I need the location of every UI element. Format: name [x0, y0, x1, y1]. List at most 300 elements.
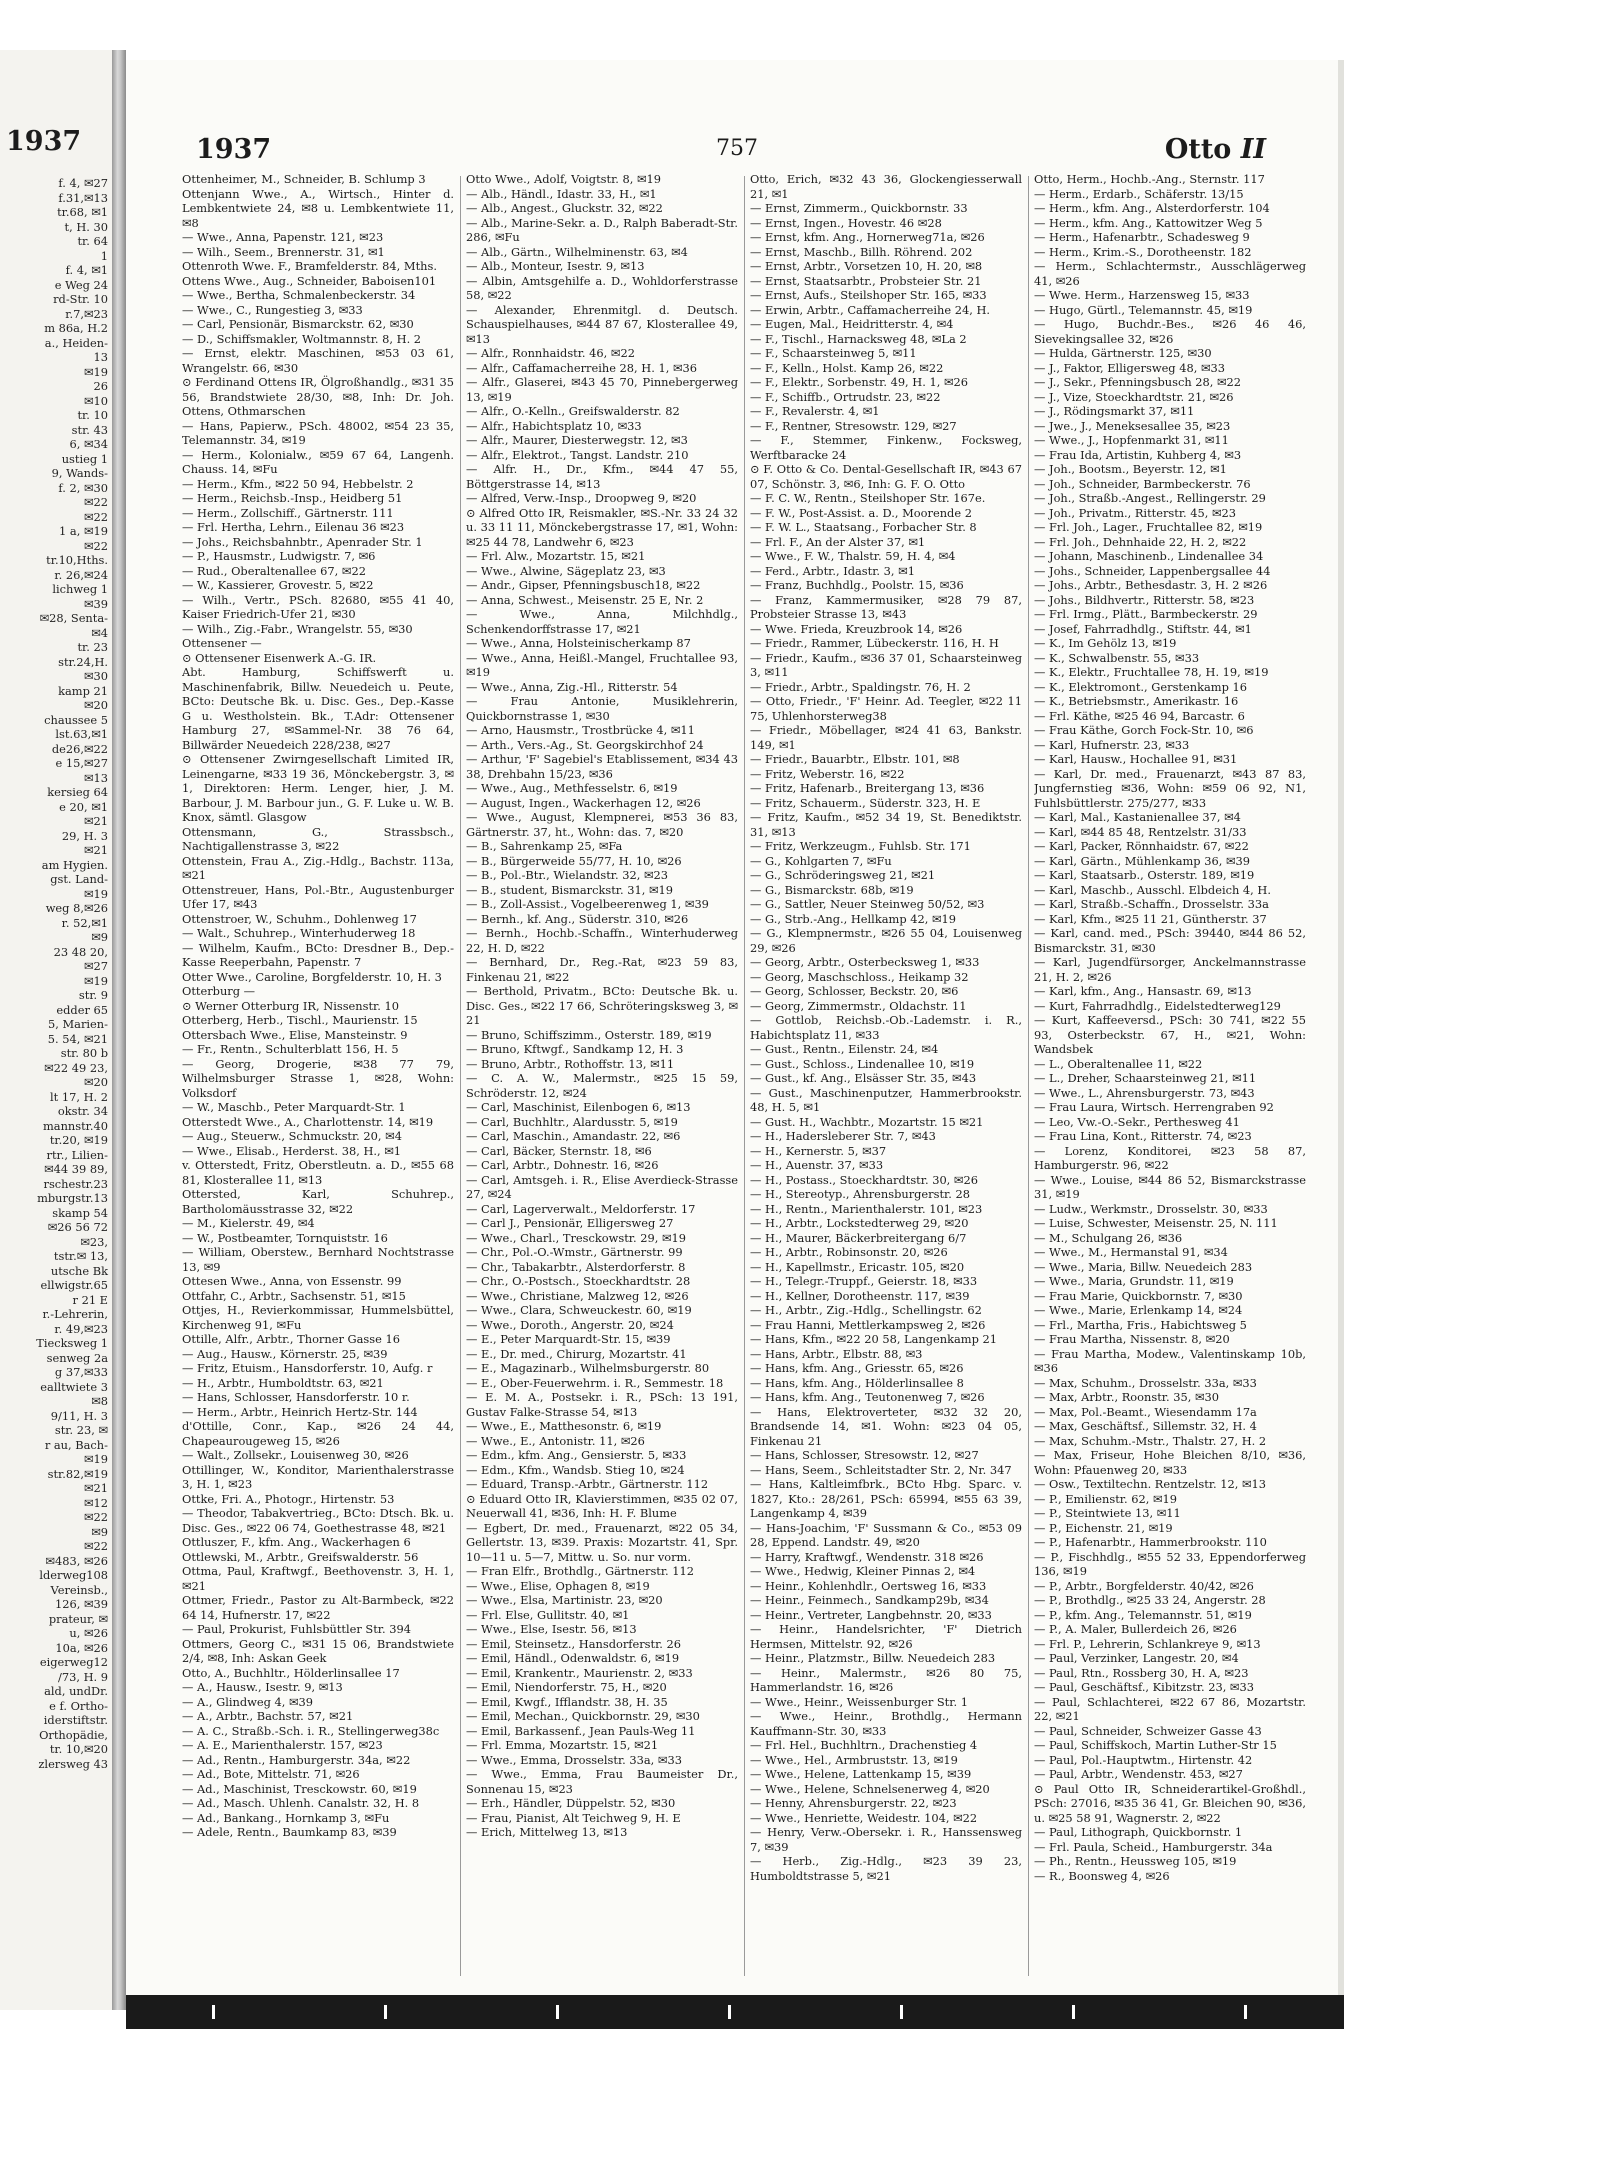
directory-entry: — Carl, Pensionär, Bismarckstr. 62, ✉30	[182, 317, 414, 331]
directory-entry: — G., Sattler, Neuer Steinweg 50/52, ✉3	[750, 897, 985, 911]
directory-entry: — Jwe., J., Meneksesallee 35, ✉23	[1034, 418, 1231, 433]
directory-entry: — Alb., Monteur, Isestr. 9, ✉13	[466, 259, 645, 273]
directory-entry: — Karl, Gärtn., Mühlenkamp 36, ✉39	[1034, 853, 1250, 868]
directory-entry: Ottensener —	[182, 636, 262, 650]
previous-page-line: ✉19	[83, 364, 108, 379]
directory-entry: — Karl, ✉44 85 48, Rentzelstr. 31/33	[1034, 824, 1247, 839]
previous-page-line: lichweg 1	[52, 582, 108, 596]
directory-entry: — Paul, Schneider, Schweizer Gasse 43	[1034, 1723, 1262, 1738]
directory-entry: Otto, Herm., Hochb.-Ang., Sternstr. 117	[1034, 172, 1265, 186]
previous-page-line: ✉20	[83, 1075, 108, 1089]
directory-entry: — L., Oberaltenallee 11, ✉22	[1034, 1056, 1203, 1071]
directory-entry: Abt. Hamburg, Schiffswerft u. Maschinenfabrik, Billw. Neuedeich u. Peute, BCto: Deutsche Bk. u. Disc. Ges., Dep.-Kasse G u. Westholstein. Bk., T.Adr: Ottensener Hamburg 27, ✉Sammel-Nr. 38 76 64, Billwärder Neuedeich 228/238, ✉27	[182, 665, 454, 752]
directory-entry: — Hans, Arbtr., Elbstr. 88, ✉3	[750, 1346, 923, 1361]
column-3	[750, 172, 1022, 2002]
directory-entry: — Georg, Schlosser, Beckstr. 20, ✉6	[750, 984, 959, 998]
directory-entry: — Otto, Friedr., 'F' Heinr. Ad. Teegler, ✉22 11 75, Uhlenhorsterweg38	[750, 694, 1022, 723]
directory-entry: — Ad., Bote, Mittelstr. 71, ✉26	[182, 1767, 360, 1781]
previous-page-line: de26,✉22	[51, 741, 108, 756]
previous-page-line: ✉27	[83, 959, 108, 973]
directory-entry: — Erwin, Arbtr., Caffamacherreihe 24, H.	[750, 302, 991, 317]
directory-entry: — Max, Geschäftsf., Sillemstr. 32, H. 4	[1034, 1419, 1257, 1433]
directory-entry: — Friedr., Kaufm., ✉36 37 01, Schaarsteinweg 3, ✉11	[750, 650, 1022, 679]
directory-entry: — Heinr., Feinmech., Sandkamp29b, ✉34	[750, 1593, 989, 1607]
previous-page-line: ✉13	[83, 770, 108, 785]
directory-entry: — Joh., Bootsm., Beyerstr. 12, ✉1	[1034, 462, 1227, 476]
scan-mark	[728, 2005, 731, 2019]
directory-page	[126, 60, 1338, 1995]
directory-entry: — B., student, Bismarckstr. 31, ✉19	[466, 882, 673, 897]
directory-entry: — Frau Martha, Nissenstr. 8, ✉20	[1034, 1332, 1230, 1346]
directory-entry: — Bruno, Schiffszimm., Osterstr. 189, ✉19	[466, 1027, 712, 1042]
directory-entry: — Johann, Maschinenb., Lindenallee 34	[1034, 549, 1264, 563]
directory-entry: — Bernh., Hochb.-Schaffn., Winterhuderweg 22, H. D, ✉22	[466, 926, 738, 955]
directory-entry: — Frl. P., Lehrerin, Schlankreye 9, ✉13	[1034, 1636, 1261, 1651]
directory-entry: — Ernst, Arbtr., Vorsetzen 10, H. 20, ✉8	[750, 259, 983, 273]
directory-entry: — Wwe., Heinr., Brothdlg., Hermann Kauffmann-Str. 30, ✉33	[750, 1709, 1022, 1738]
book-gutter	[112, 50, 126, 2010]
directory-entry: — Alfr., Habichtsplatz 10, ✉33	[466, 418, 642, 433]
directory-entry: ⊙ Ferdinand Ottens IR, Ölgroßhandlg., ✉31 35 56, Brandstwiete 28/30, ✉8, Inh: Dr. Joh. Ottens, Othmarschen	[182, 375, 454, 418]
directory-entry: — Wwe., Helene, Schnelsenerweg 4, ✉20	[750, 1781, 990, 1796]
directory-entry: — Wwe., L., Ahrensburgerstr. 73, ✉43	[1034, 1085, 1255, 1100]
directory-entry: — E., Ober-Feuerwehrm. i. R., Semmestr. 18	[466, 1375, 724, 1390]
directory-entry: — P., kfm. Ang., Telemannstr. 51, ✉19	[1034, 1607, 1252, 1622]
directory-entry: — H., Maurer, Bäckerbreitergang 6/7	[750, 1230, 967, 1245]
directory-entry: — Frau Laura, Wirtsch. Herrengraben 92	[1034, 1100, 1274, 1114]
directory-entry: — Max, Friseur, Hohe Bleichen 8/10, ✉36, Wohn: Pfauenweg 20, ✉33	[1034, 1448, 1306, 1477]
directory-entry: — Georg, Maschschloss., Heikamp 32	[750, 969, 969, 984]
directory-entry: — Gust., Rentn., Eilenstr. 24, ✉4	[750, 1042, 939, 1056]
directory-entry: — Kurt, Fahrradhdlg., Eidelstedterweg129	[1034, 998, 1281, 1013]
directory-entry: — Paul, Verzinker, Langestr. 20, ✉4	[1034, 1651, 1239, 1665]
previous-page-line: tr. 10,✉20	[49, 1742, 108, 1756]
directory-entry: — Wwe., Hel., Armbruststr. 13, ✉19	[750, 1752, 958, 1767]
directory-entry: — Chr., Pol.-O.-Wmstr., Gärtnerstr. 99	[466, 1245, 683, 1259]
directory-entry: — Wwe., Marie, Erlenkamp 14, ✉24	[1034, 1303, 1243, 1317]
directory-entry: — A., Glindweg 4, ✉39	[182, 1694, 314, 1709]
directory-entry: — Adele, Rentn., Baumkamp 83, ✉39	[182, 1825, 397, 1839]
directory-entry: — Wwe., Maria, Billw. Neuedeich 283	[1034, 1259, 1253, 1274]
directory-entry: Ottmer, Friedr., Pastor zu Alt-Barmbeck, ✉22 64 14, Hufnerstr. 17, ✉22	[182, 1593, 454, 1622]
directory-entry: — F., Rentner, Stresowstr. 129, ✉27	[750, 418, 957, 433]
directory-entry: — Max, Schuhm., Drosselstr. 33a, ✉33	[1034, 1375, 1257, 1390]
directory-entry: — K., Betriebsmstr., Amerikastr. 16	[1034, 694, 1239, 708]
directory-entry: — Wwe., Aug., Methfesselstr. 6, ✉19	[466, 781, 678, 795]
previous-page-line: ✉21	[83, 1481, 108, 1495]
directory-entry: — Herm., Arbtr., Heinrich Hertz-Str. 144	[182, 1404, 418, 1419]
directory-entry: — William, Oberstew., Bernhard Nochtstrasse 13, ✉9	[182, 1245, 454, 1274]
directory-entry: — Theodor, Tabakvertrieg., BCto: Dtsch. Bk. u. Disc. Ges., ✉22 06 74, Goethestrasse 48, ✉21	[182, 1506, 454, 1535]
directory-entry: — Henry, Verw.-Obersekr. i. R., Hanssensweg 7, ✉39	[750, 1825, 1022, 1854]
previous-page-line: e 20, ✉1	[59, 799, 108, 814]
directory-entry: — Lorenz, Konditorei, ✉23 58 87, Hamburgerstr. 96, ✉22	[1034, 1143, 1306, 1172]
directory-entry: Ottenjann Wwe., A., Wirtsch., Hinter d. Lembkentwiete 24, ✉8 u. Lembkentwiete 11, ✉8	[182, 186, 454, 230]
directory-entry: — Frau Martha, Modew., Valentinskamp 10b, ✉36	[1034, 1346, 1306, 1375]
directory-entry: — P., Eichenstr. 21, ✉19	[1034, 1520, 1173, 1535]
previous-page-line: 5. 54, ✉21	[47, 1031, 108, 1046]
directory-entry: — Frau Antonie, Musiklehrerin, Quickbornstrasse 1, ✉30	[466, 694, 738, 723]
directory-entry: — Franz, Kammermusiker, ✉28 79 87, Probsteier Strasse 13, ✉43	[750, 592, 1022, 621]
previous-page-edge	[0, 50, 113, 2010]
previous-page-line: kamp 21	[58, 683, 108, 698]
directory-entry: — W., Maschb., Peter Marquardt-Str. 1	[182, 1100, 406, 1114]
directory-entry: — Hans, kfm. Ang., Griesstr. 65, ✉26	[750, 1361, 964, 1375]
directory-entry: — Frau Ida, Artistin, Kuhberg 4, ✉3	[1034, 447, 1242, 462]
directory-entry: — Alb., Händl., Idastr. 33, H., ✉1	[466, 186, 657, 201]
directory-entry: — Paul, Pol.-Hauptwtm., Hirtenstr. 42	[1034, 1752, 1253, 1767]
directory-columns	[182, 172, 1306, 2002]
directory-entry: Ottersted, Karl, Schuhrep., Bartholomäusstrasse 32, ✉22	[182, 1187, 454, 1216]
directory-entry: — K., Im Gehölz 13, ✉19	[1034, 636, 1177, 650]
directory-entry: — J., Rödingsmarkt 37, ✉11	[1034, 404, 1195, 418]
directory-entry: — Edm., kfm. Ang., Gensierstr. 5, ✉33	[466, 1448, 687, 1462]
directory-entry: v. Otterstedt, Fritz, Oberstleutn. a. D., ✉55 68 81, Klosterallee 11, ✉13	[182, 1158, 454, 1187]
directory-entry: — Emil, Barkassenf., Jean Pauls-Weg 11	[466, 1723, 696, 1738]
previous-page-line: ellwigstr.65	[40, 1278, 108, 1292]
directory-entry: — P., Brothdlg., ✉25 33 24, Angerstr. 28	[1034, 1593, 1266, 1607]
directory-entry: — Herm., Reichsb.-Insp., Heidberg 51	[182, 491, 403, 505]
directory-entry: — Gust., Maschinenputzer, Hammerbrookstr. 48, H. 5, ✉1	[750, 1085, 1022, 1114]
directory-entry: — Herm., Hafenarbtr., Schadesweg 9	[1034, 230, 1250, 244]
directory-entry: Otto Wwe., Adolf, Voigtstr. 8, ✉19	[466, 172, 662, 186]
directory-entry: — Osw., Textiltechn. Rentzelstr. 12, ✉13	[1034, 1477, 1267, 1491]
directory-entry: — Friedr., Möbellager, ✉24 41 63, Bankstr. 149, ✉1	[750, 723, 1022, 752]
directory-entry: Ottmers, Georg C., ✉31 15 06, Brandstwiete 2/4, ✉8, Inh: Askan Geek	[182, 1636, 454, 1665]
previous-page-line: ✉20	[83, 698, 108, 712]
directory-entry: — Ad., Maschinist, Tresckowstr. 60, ✉19	[182, 1781, 417, 1796]
previous-page-line: 10a, ✉26	[55, 1640, 108, 1655]
directory-entry: — Paul, Arbtr., Wendenstr. 453, ✉27	[1034, 1767, 1243, 1781]
previous-page-line: ✉26 56 72	[47, 1220, 108, 1234]
directory-entry: — Hans, Schlosser, Stresowstr. 12, ✉27	[750, 1448, 979, 1462]
directory-entry: — Fritz, Kaufm., ✉52 34 19, St. Benediktstr. 31, ✉13	[750, 810, 1022, 839]
directory-entry: — Friedr., Arbtr., Spaldingstr. 76, H. 2	[750, 679, 971, 694]
previous-page-line: str. 9	[78, 988, 108, 1002]
page-header	[126, 134, 1338, 174]
previous-page-line: /73, H. 9	[58, 1669, 108, 1684]
directory-entry: — B., Sahrenkamp 25, ✉Fa	[466, 839, 623, 853]
directory-entry: Ottersbach Wwe., Elise, Mansteinstr. 9	[182, 1027, 408, 1042]
directory-entry: — Ernst, Maschb., Billh. Röhrend. 202	[750, 244, 973, 259]
directory-entry: — E., Dr. med., Chirurg, Mozartstr. 41	[466, 1346, 687, 1361]
directory-entry: — Wwe., Anna, Heißl.-Mangel, Fruchtallee 93, ✉19	[466, 650, 738, 679]
directory-entry: — Hans, Seem., Schleitstadter Str. 2, Nr. 347	[750, 1462, 1012, 1477]
directory-entry: — Wwe., Bertha, Schmalenbeckerstr. 34	[182, 288, 416, 302]
directory-entry: — Chr., O.-Postsch., Stoeckhardtstr. 28	[466, 1274, 691, 1288]
previous-page-line: 6, ✉34	[69, 437, 108, 451]
previous-page-year: 1937	[6, 126, 82, 157]
directory-entry: — Wilh., Zig.-Fabr., Wrangelstr. 55, ✉30	[182, 621, 413, 636]
directory-entry: — Emil, Krankentr., Maurienstr. 2, ✉33	[466, 1665, 693, 1680]
previous-page-line: ✉23,	[80, 1234, 108, 1249]
previous-page-line: ✉19	[83, 886, 108, 901]
previous-page-line: ✉22	[83, 1539, 108, 1553]
directory-entry: — Heinr., Handelsrichter, 'F' Dietrich Hermsen, Mittelstr. 92, ✉26	[750, 1622, 1022, 1651]
column-2	[466, 172, 738, 2002]
directory-entry: — A. E., Marienthalerstr. 157, ✉23	[182, 1738, 383, 1752]
directory-entry: — Arthur, 'F' Sagebiel's Etablissement, ✉34 43 38, Drehbahn 15/23, ✉36	[466, 752, 738, 781]
directory-entry: — August, Ingen., Wackerhagen 12, ✉26	[466, 795, 701, 810]
previous-page-line: r. 49,✉23	[54, 1321, 108, 1336]
directory-entry: d'Ottille, Conr., Kap., ✉26 24 44, Chapeaurougeweg 15, ✉26	[182, 1419, 454, 1448]
directory-entry: — Ludw., Werkmstr., Drosselstr. 30, ✉33	[1034, 1201, 1268, 1216]
directory-entry: — Wwe., Anna, Milchhdlg., Schenkendorffstrasse 17, ✉21	[466, 607, 738, 636]
directory-entry: — Fritz, Schauerm., Süderstr. 323, H. E	[750, 795, 981, 810]
directory-entry: — P., Hausmstr., Ludwigstr. 7, ✉6	[182, 549, 376, 563]
directory-entry: — Joh., Straßb.-Angest., Rellingerstr. 29	[1034, 491, 1266, 505]
directory-entry: — Franz, Buchhdlg., Poolstr. 15, ✉36	[750, 578, 964, 592]
directory-entry: — A., Hausw., Isestr. 9, ✉13	[182, 1680, 343, 1694]
previous-page-line: lst.63,✉1	[55, 727, 108, 741]
previous-page-line: tr.10,Hths.	[46, 553, 108, 567]
previous-page-line: 9, Wands-	[51, 466, 108, 480]
directory-entry: — Andr., Gipser, Pfenningsbusch18, ✉22	[466, 578, 701, 592]
directory-entry: — Albin, Amtsgehilfe a. D., Wohldorferstrasse 58, ✉22	[466, 273, 738, 302]
directory-entry: — Frau Hanni, Mettlerkampsweg 2, ✉26	[750, 1317, 986, 1332]
previous-page-line: tr. 10	[77, 408, 108, 422]
previous-page-text	[4, 176, 108, 1771]
previous-page-line: r.-Lehrerin,	[42, 1307, 108, 1321]
previous-page-line: r.7,✉23	[65, 306, 108, 321]
directory-entry: — Herm., kfm. Ang., Alsterdorferstr. 104	[1034, 201, 1270, 215]
directory-entry: — Georg, Arbtr., Osterbecksweg 1, ✉33	[750, 955, 980, 969]
directory-entry: — Karl, Kfm., ✉25 11 21, Güntherstr. 37	[1034, 911, 1267, 926]
directory-entry: — Wwe., Elise, Ophagen 8, ✉19	[466, 1578, 650, 1593]
previous-page-line: r 21 E	[72, 1292, 108, 1307]
directory-entry: — Alfr., Glaserei, ✉43 45 70, Pinnebergerweg 13, ✉19	[466, 375, 738, 404]
directory-entry: — Alfr., Maurer, Diesterwegstr. 12, ✉3	[466, 433, 688, 447]
previous-page-line: e Weg 24	[54, 277, 108, 292]
directory-entry: Ottma, Paul, Kraftwgf., Beethovenstr. 3, H. 1, ✉21	[182, 1564, 454, 1593]
directory-entry: — R., Boonsweg 4, ✉26	[1034, 1868, 1170, 1883]
directory-entry: — Wwe., Helene, Lattenkamp 15, ✉39	[750, 1767, 972, 1781]
directory-entry: — F., Kelln., Holst. Kamp 26, ✉22	[750, 360, 944, 375]
directory-entry: — Wwe., Christiane, Malzweg 12, ✉26	[466, 1288, 689, 1303]
page-number: 757	[716, 136, 758, 161]
directory-entry: — H., Arbtr., Robinsonstr. 20, ✉26	[750, 1245, 948, 1259]
previous-page-line: str. 23, ✉	[54, 1423, 108, 1437]
directory-entry: — H., Arbtr., Zig.-Hdlg., Schellingstr. 62	[750, 1303, 982, 1317]
directory-entry: — Hugo, Buchdr.-Bes., ✉26 46 46, Sievekingsallee 32, ✉26	[1034, 317, 1306, 346]
directory-entry: — Aug., Hausw., Körnerstr. 25, ✉39	[182, 1346, 388, 1361]
directory-entry: — Wwe. Herm., Harzensweg 15, ✉33	[1034, 288, 1250, 302]
scan-bottom-strip	[126, 1995, 1344, 2029]
previous-page-line: tstr.✉ 13,	[53, 1249, 108, 1263]
directory-entry: — Herm., Kfm., ✉22 50 94, Hebbelstr. 2	[182, 476, 414, 491]
scan-mark	[1072, 2005, 1075, 2019]
directory-entry: — F. W. L., Staatsang., Forbacher Str. 8	[750, 520, 977, 534]
directory-entry: — Wilhelm, Kaufm., BCto: Dresdner B., Dep.-Kasse Reeperbahn, Papenstr. 7	[182, 940, 454, 969]
previous-page-line: t, H. 30	[64, 219, 108, 234]
directory-entry: — Wwe., Anna, Papenstr. 121, ✉23	[182, 230, 384, 244]
directory-entry: — Rud., Oberaltenallee 67, ✉22	[182, 563, 366, 578]
directory-entry: — Johs., Reichsbahnbtr., Apenrader Str. 1	[182, 534, 423, 549]
directory-entry: — Herm., kfm. Ang., Kattowitzer Weg 5	[1034, 215, 1263, 230]
directory-entry: — Joh., Schneider, Barmbeckerstr. 76	[1034, 476, 1251, 491]
directory-entry: — F., Tischl., Harnacksweg 48, ✉La 2	[750, 331, 967, 346]
directory-entry: — G., Kohlgarten 7, ✉Fu	[750, 853, 892, 868]
directory-entry: — W., Postbeamter, Tornquiststr. 16	[182, 1230, 388, 1245]
directory-entry: — B., Bürgerweide 55/77, H. 10, ✉26	[466, 853, 682, 868]
scan-mark	[556, 2005, 559, 2019]
directory-entry: — Eugen, Mal., Heidritterstr. 4, ✉4	[750, 317, 954, 331]
directory-entry: Ottlewski, M., Arbtr., Greifswalderstr. 56	[182, 1549, 419, 1564]
directory-entry: — H., Telegr.-Truppf., Geierstr. 18, ✉33	[750, 1274, 978, 1288]
directory-entry: — Frl. Irmg., Plätt., Barmbeckerstr. 29	[1034, 607, 1258, 621]
previous-page-line: 23 48 20,	[53, 944, 108, 959]
directory-entry: — Aug., Steuerw., Schmuckstr. 20, ✉4	[182, 1129, 402, 1143]
directory-entry: — Hans, Schlosser, Hansdorferstr. 10 r.	[182, 1390, 410, 1404]
column-divider	[460, 176, 461, 1976]
directory-entry: — P., Fischhdlg., ✉55 52 33, Eppendorferweg 136, ✉19	[1034, 1549, 1306, 1578]
directory-entry: — Emil, Steinsetz., Hansdorferstr. 26	[466, 1636, 682, 1651]
previous-page-line: u, ✉26	[69, 1626, 108, 1640]
previous-page-line: ✉22	[83, 495, 108, 509]
directory-entry: — Kurt, Kaffeeversd., PSch: 30 741, ✉22 55 93, Osterbeckstr. 67, H., ✉21, Wohn: Wandsbek	[1034, 1013, 1306, 1056]
directory-entry: ⊙ Werner Otterburg IR, Nissenstr. 10	[182, 998, 399, 1013]
previous-page-line: prateur, ✉	[48, 1611, 108, 1626]
directory-entry: — B., Zoll-Assist., Vogelbeerenweg 1, ✉39	[466, 897, 709, 911]
directory-entry: — Ad., Bankang., Hornkamp 3, ✉Fu	[182, 1810, 390, 1825]
directory-entry: ⊙ F. Otto & Co. Dental-Gesellschaft IR, ✉43 67 07, Schönstr. 3, ✉6, Inh: G. F. O. Otto	[750, 462, 1022, 491]
previous-page-line: tr.68, ✉1	[57, 205, 108, 219]
previous-page-line: ✉19	[83, 973, 108, 988]
directory-entry: Ottillinger, W., Konditor, Marienthalerstrasse 3, H. 1, ✉23	[182, 1462, 454, 1491]
directory-entry: — Herb., Zig.-Hdlg., ✉23 39 23, Humboldtstrasse 5, ✉21	[750, 1854, 1022, 1883]
directory-entry: — Frl. Paula, Scheid., Hamburgerstr. 34a	[1034, 1839, 1273, 1854]
directory-entry: — Luise, Schwester, Meisenstr. 25, N. 111	[1034, 1216, 1278, 1230]
directory-entry: — H., Arbtr., Lockstedterweg 29, ✉20	[750, 1216, 969, 1230]
directory-entry: — Wwe., Charl., Tresckowstr. 29, ✉19	[466, 1230, 687, 1245]
directory-entry: — Wilh., Seem., Brennerstr. 31, ✉1	[182, 244, 385, 259]
directory-entry: — Eduard, Transp.-Arbtr., Gärtnerstr. 112	[466, 1477, 709, 1491]
directory-entry: — Bernh., kf. Ang., Süderstr. 310, ✉26	[466, 911, 689, 926]
previous-page-line: ✉22	[83, 509, 108, 524]
scan-mark	[384, 2005, 387, 2019]
directory-entry: — Johs., Bildhvertr., Ritterstr. 58, ✉23	[1034, 592, 1255, 607]
directory-entry: — Bruno, Kftwgf., Sandkamp 12, H. 3	[466, 1042, 684, 1056]
previous-page-line: ✉19	[83, 1452, 108, 1466]
directory-entry: — H., Auenstr. 37, ✉33	[750, 1158, 884, 1172]
previous-page-line: Tiecksweg 1	[36, 1336, 108, 1350]
directory-entry: — Wwe., E., Matthesonstr. 6, ✉19	[466, 1419, 662, 1433]
directory-entry: — Ernst, Zimmerm., Quickbornstr. 33	[750, 201, 968, 215]
previous-page-line: tr. 64	[77, 234, 108, 248]
directory-entry: — Alfr., Ronnhaidstr. 46, ✉22	[466, 346, 635, 360]
directory-entry: ⊙ Ottensener Eisenwerk A.-G. IR.	[182, 650, 377, 665]
directory-entry: — Joh., Privatm., Ritterstr. 45, ✉23	[1034, 505, 1237, 520]
page-year: 1937	[196, 134, 272, 165]
directory-entry: — Friedr., Bauarbtr., Elbstr. 101, ✉8	[750, 752, 960, 766]
directory-entry: — Walt., Schuhrep., Winterhuderweg 18	[182, 926, 416, 940]
previous-page-line: am Hygien.	[41, 857, 108, 872]
previous-page-line: 1	[100, 248, 108, 263]
previous-page-line: ✉4	[91, 625, 108, 640]
previous-page-line: utsche Bk	[50, 1263, 108, 1278]
directory-entry: — Wwe., Henriette, Weidestr. 104, ✉22	[750, 1810, 978, 1825]
directory-entry: — Alb., Gärtn., Wilhelminenstr. 63, ✉4	[466, 244, 688, 259]
previous-page-line: mannstr.40	[43, 1118, 108, 1133]
directory-entry: Ottjes, H., Revierkommissar, Hummelsbüttel, Kirchenweg 91, ✉Fu	[182, 1303, 454, 1332]
directory-entry: — Wwe. Frieda, Kreuzbrook 14, ✉26	[750, 621, 963, 636]
directory-entry: Otterburg —	[182, 984, 256, 998]
directory-entry: — Alfr., Caffamacherreihe 28, H. 1, ✉36	[466, 360, 697, 375]
directory-entry: Ottenstroer, W., Schuhm., Dohlenweg 17	[182, 911, 417, 926]
previous-page-line: 13	[93, 350, 108, 364]
directory-entry: — H., Rentn., Marienthalerstr. 101, ✉23	[750, 1201, 983, 1216]
previous-page-line: 126, ✉39	[54, 1597, 108, 1611]
directory-entry: — Max, Pol.-Beamt., Wiesendamm 17a	[1034, 1404, 1257, 1419]
directory-entry: — Karl, Jugendfürsorger, Anckelmannstrasse 21, H. 2, ✉26	[1034, 955, 1306, 984]
directory-entry: — Paul, Geschäftsf., Kibitzstr. 23, ✉33	[1034, 1680, 1254, 1694]
previous-page-line: senweg 2a	[46, 1350, 108, 1365]
directory-entry: — Karl, Dr. med., Frauenarzt, ✉43 87 83, Jungfernstieg ✉36, Wohn: ✉59 06 92, N1, Fuhlsbüttlerstr. 275/277, ✉33	[1034, 766, 1306, 810]
previous-page-line: tr.20, ✉19	[49, 1133, 108, 1147]
previous-page-line: ✉30	[83, 669, 108, 683]
directory-entry: — J., Sekr., Pfenningsbusch 28, ✉22	[1034, 375, 1242, 389]
previous-page-line: iderstiftstr.	[43, 1713, 108, 1727]
directory-entry: Ottens Wwe., Aug., Schneider, Baboisen101	[182, 273, 437, 288]
directory-entry: Otto, Erich, ✉32 43 36, Glockengiesserwall 21, ✉1	[750, 172, 1022, 201]
directory-entry: — Frau Marie, Quickbornstr. 7, ✉30	[1034, 1288, 1243, 1303]
directory-entry: — Frau Käthe, Gorch Fock-Str. 10, ✉6	[1034, 723, 1254, 737]
previous-page-line: e f. Ortho-	[49, 1698, 108, 1713]
directory-entry: — Wwe., Heinr., Weissenburger Str. 1	[750, 1694, 968, 1709]
column-divider	[1028, 176, 1029, 1976]
previous-page-line: ✉22	[83, 1510, 108, 1524]
directory-entry: — Frau, Pianist, Alt Teichweg 9, H. E	[466, 1810, 681, 1825]
directory-entry: — Herm., Zollschiff., Gärtnerstr. 111	[182, 505, 394, 520]
directory-entry: — Frl. Alw., Mozartstr. 15, ✉21	[466, 549, 646, 563]
previous-page-line: ✉28, Senta-	[39, 611, 108, 625]
directory-entry: — Hugo, Gürtl., Telemannstr. 45, ✉19	[1034, 302, 1253, 317]
directory-entry: — D., Schiffsmakler, Woltmannstr. 8, H. 2	[182, 331, 422, 346]
directory-entry: — Anna, Schwest., Meisenstr. 25 E, Nr. 2	[466, 592, 704, 607]
directory-entry: — Paul, Schiffskoch, Martin Luther-Str 15	[1034, 1738, 1277, 1752]
directory-entry: — Alfred, Verw.-Insp., Droopweg 9, ✉20	[466, 491, 697, 505]
directory-entry: — Georg, Drogerie, ✉38 77 79, Wilhelmsburger Strasse 1, ✉28, Wohn: Volksdorf	[182, 1056, 454, 1100]
directory-entry: — P., Steintwiete 13, ✉11	[1034, 1506, 1181, 1520]
directory-entry: — Emil, Niendorferstr. 75, H., ✉20	[466, 1680, 667, 1694]
directory-entry: — F., Elektr., Sorbenstr. 49, H. 1, ✉26	[750, 375, 969, 389]
directory-entry: — Leo, Vw.-O.-Sekr., Perthesweg 41	[1034, 1114, 1240, 1129]
column-divider	[744, 176, 745, 1976]
directory-entry: — Paul, Prokurist, Fuhlsbüttler Str. 394	[182, 1622, 411, 1636]
directory-entry: — Gottlob, Reichsb.-Ob.-Lademstr. i. R., Habichtsplatz 11, ✉33	[750, 1013, 1022, 1042]
page-edge	[1338, 60, 1344, 1995]
directory-entry: ⊙ Paul Otto IR, Schneiderartikel-Großhdl., PSch: 27016, ✉35 36 41, Gr. Bleichen 90, ✉36, u. ✉25 58 91, Wagnerstr. 2, ✉22	[1034, 1781, 1306, 1825]
directory-entry: — Karl, Straßb.-Schaffn., Drosselstr. 33a	[1034, 897, 1269, 911]
directory-entry: — P., Emilienstr. 62, ✉19	[1034, 1491, 1177, 1506]
directory-entry: — K., Elektr., Fruchtallee 78, H. 19, ✉19	[1034, 665, 1269, 679]
previous-page-line: okstr. 34	[57, 1104, 108, 1118]
directory-entry: — P., Arbtr., Borgfelderstr. 40/42, ✉26	[1034, 1578, 1254, 1593]
previous-page-line: e 15,✉27	[55, 756, 108, 770]
previous-page-line: f. 4, ✉1	[65, 263, 108, 277]
previous-page-line: a., Heiden-	[44, 335, 108, 350]
directory-entry: — Carl J., Pensionär, Elligersweg 27	[466, 1216, 674, 1230]
directory-entry: — G., Schröderingsweg 21, ✉21	[750, 868, 936, 882]
directory-entry: — Frl. Hertha, Lehrn., Eilenau 36 ✉23	[182, 520, 405, 534]
directory-entry: ⊙ Eduard Otto IR, Klavierstimmen, ✉35 02 07, Neuerwall 41, ✉36, Inh: H. F. Blume	[466, 1491, 738, 1520]
directory-entry: — A., Arbtr., Bachstr. 57, ✉21	[182, 1709, 354, 1723]
directory-entry: — Herm., Erdarb., Schäferstr. 13/15	[1034, 186, 1244, 201]
directory-entry: — Wwe., Elsa, Martinistr. 23, ✉20	[466, 1593, 663, 1607]
previous-page-line: Orthopädie,	[39, 1727, 108, 1742]
directory-entry: — Hans, kfm. Ang., Hölderlinsallee 8	[750, 1375, 964, 1390]
directory-entry: — Carl, Bäcker, Sternstr. 18, ✉6	[466, 1143, 652, 1158]
